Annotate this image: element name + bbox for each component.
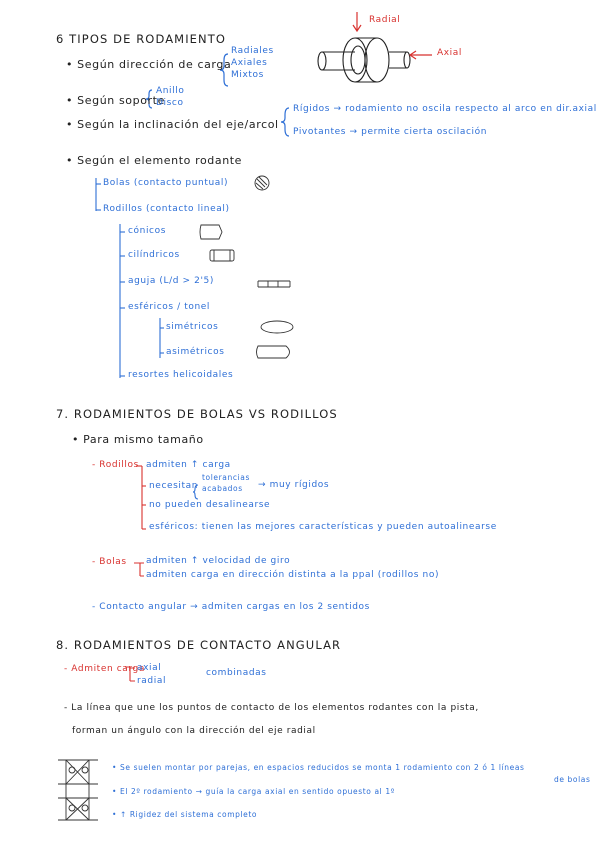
carga-axiales: Axiales (231, 58, 268, 68)
bullet-parejas: • Se suelen montar por parejas, en espacios reducidos se monta 1 rodamiento con 2 ó 1 líneas (112, 763, 525, 772)
elemento-label: • Según el elemento rodante (66, 154, 243, 167)
linea-contacto-1: - La línea que une los puntos de contacto de los elementos rodantes con la pista, (64, 703, 479, 713)
carga-label: • Según dirección de carga (66, 58, 232, 71)
soporte-anillo: Anillo (156, 86, 185, 96)
carga-radiales: Radiales (231, 46, 274, 56)
contacto-angular: - Contacto angular → admiten cargas en los 2 sentidos (92, 602, 370, 612)
tipo-resortes: resortes helicoidales (128, 370, 234, 380)
paired-bearing-sketch (58, 760, 98, 820)
bolas-carga: admiten carga en dirección distinta a la ppal (rodillos no) (146, 570, 440, 580)
tipo-aguja: aguja (L/d > 2'5) (128, 276, 214, 286)
bullet-parejas-cont: de bolas (554, 775, 591, 784)
rodillos-title: - Rodillos (92, 460, 139, 470)
linea-contacto-2: forman un ángulo con la dirección del eje radial (72, 726, 316, 736)
admiten-result: combinadas (206, 668, 267, 678)
soporte-label: • Según soporte (66, 94, 165, 107)
rodillos-acabados: acabados (202, 484, 243, 493)
bullet-segundo: • El 2º rodamiento → guía la carga axial en sentido opuesto al 1º (112, 787, 395, 796)
inclinacion-rigidos: Rígidos → rodamiento no oscila respecto al arco en dir.axial (293, 104, 597, 114)
soporte-disco: Disco (156, 98, 184, 108)
admiten-radial: radial (137, 676, 167, 686)
admiten-axial: axial (137, 663, 162, 673)
tipo-esfericos: esféricos / tonel (128, 302, 211, 312)
rodillos-rigidos: → muy rígidos (258, 480, 330, 490)
rodillos-admiten: admiten ↑ carga (146, 460, 231, 470)
section-8-title: 8. RODAMIENTOS DE CONTACTO ANGULAR (56, 638, 342, 652)
admiten-label: - Admiten carga (64, 664, 145, 674)
tipo-simetricos: simétricos (166, 322, 219, 332)
bolas-title: - Bolas (92, 557, 127, 567)
axial-label: Axial (437, 48, 462, 58)
tipo-conicos: cónicos (128, 226, 167, 236)
section-7-title: 7. RODAMIENTOS DE BOLAS VS RODILLOS (56, 407, 338, 421)
section-6-title: 6 TIPOS DE RODAMIENTO (56, 32, 227, 46)
radial-label: Radial (369, 15, 401, 25)
bolas-velocidad: admiten ↑ velocidad de giro (146, 556, 291, 566)
tipo-cilindricos: cilíndricos (128, 250, 180, 260)
rodillos-necesitan: necesitan (149, 481, 199, 491)
bearing-diagram (318, 38, 410, 82)
rodillos-no-pueden: no pueden desalinearse (149, 500, 271, 510)
rodillos-tolerancias: tolerancias (202, 473, 250, 482)
carga-mixtos: Mixtos (231, 70, 264, 80)
rodillos-esfericos: esféricos: tienen las mejores características y pueden autoalinearse (149, 522, 497, 532)
tipo-asimetricos: asimétricos (166, 347, 225, 357)
section-7-subtitle: • Para mismo tamaño (72, 433, 204, 446)
brace-inclinacion (281, 108, 289, 136)
inclinacion-pivotantes: Pivotantes → permite cierta oscilación (293, 127, 488, 137)
inclinacion-label: • Según la inclinación del eje/arcol (66, 118, 279, 131)
bolas-label: Bolas (contacto puntual) (103, 178, 229, 188)
bullet-rigidez: • ↑ Rigidez del sistema completo (112, 810, 258, 819)
rodillos-label: Rodillos (contacto lineal) (103, 204, 230, 214)
